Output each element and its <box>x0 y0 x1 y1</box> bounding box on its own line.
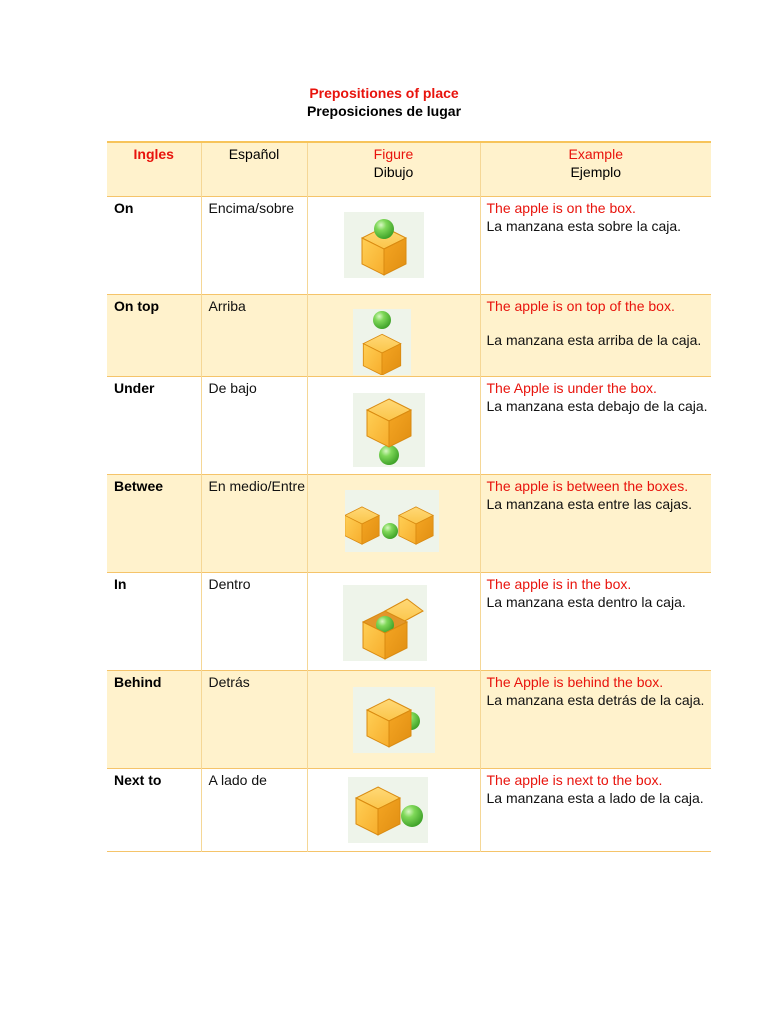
cell-example <box>480 294 711 376</box>
cell-figure <box>307 294 480 376</box>
example-english: The apple is on top of the box. <box>486 297 675 314</box>
example-spanish: La manzana esta sobre la caja. <box>486 217 682 234</box>
table-row <box>107 670 711 768</box>
header-espanol-label: Español <box>228 146 280 162</box>
example-english: The Apple is under the box. <box>486 379 657 396</box>
header-example-en: Example <box>568 146 623 162</box>
header-figure-es: Dibujo <box>373 164 414 180</box>
cell-espanol: Arriba <box>201 294 307 376</box>
table-row <box>107 294 711 376</box>
example-spanish: La manzana esta arriba de la caja. <box>486 331 702 348</box>
cell-example <box>480 768 711 851</box>
header-example-es: Ejemplo <box>570 164 622 180</box>
table-row <box>107 768 711 851</box>
apple-next-to-box-icon <box>348 777 428 843</box>
apple-under-box-icon <box>353 393 425 467</box>
header-ingles <box>107 142 201 196</box>
table-header-row <box>107 142 711 196</box>
example-english: The apple is on the box. <box>486 199 636 216</box>
header-espanol <box>201 142 307 196</box>
cell-ingles: Betwee <box>107 474 201 572</box>
cell-example <box>480 376 711 474</box>
cell-espanol: A lado de <box>201 768 307 851</box>
table-row <box>107 572 711 670</box>
apple-on-box-icon <box>344 212 424 278</box>
example-spanish: La manzana esta a lado de la caja. <box>486 789 704 806</box>
example-english: The apple is in the box. <box>486 575 632 592</box>
prepositions-table <box>107 141 711 852</box>
example-english: The Apple is behind the box. <box>486 673 664 690</box>
example-english: The apple is between the boxes. <box>486 477 689 494</box>
cell-espanol: De bajo <box>201 376 307 474</box>
cell-example <box>480 196 711 294</box>
cell-ingles: Next to <box>107 768 201 851</box>
cell-figure <box>307 670 480 768</box>
cell-espanol: En medio/Entre <box>201 474 307 572</box>
page-title-spanish: Preposiciones de lugar <box>306 103 462 119</box>
cell-ingles: On <box>107 196 201 294</box>
page-title-english: Prepositiones of place <box>309 85 459 101</box>
cell-espanol: Dentro <box>201 572 307 670</box>
header-example <box>480 142 711 196</box>
example-english: The apple is next to the box. <box>486 771 663 788</box>
cell-espanol: Encima/sobre <box>201 196 307 294</box>
cell-figure <box>307 474 480 572</box>
cell-ingles: On top <box>107 294 201 376</box>
example-spanish: La manzana esta debajo de la caja. <box>486 397 708 414</box>
title-block <box>0 84 768 120</box>
cell-figure <box>307 376 480 474</box>
header-figure <box>307 142 480 196</box>
header-figure-en: Figure <box>373 146 414 162</box>
cell-ingles: Under <box>107 376 201 474</box>
apple-between-boxes-icon <box>345 490 439 552</box>
table-row <box>107 474 711 572</box>
cell-figure <box>307 572 480 670</box>
example-spanish: La manzana esta dentro la caja. <box>486 593 686 610</box>
apple-behind-box-icon <box>353 687 435 753</box>
example-spanish: La manzana esta detrás de la caja. <box>486 691 705 708</box>
cell-example <box>480 670 711 768</box>
example-spanish: La manzana esta entre las cajas. <box>486 495 692 512</box>
cell-espanol: Detrás <box>201 670 307 768</box>
cell-ingles: Behind <box>107 670 201 768</box>
cell-figure <box>307 768 480 851</box>
cell-ingles: In <box>107 572 201 670</box>
table-row <box>107 376 711 474</box>
apple-in-box-icon <box>343 585 427 661</box>
cell-figure <box>307 196 480 294</box>
cell-example <box>480 572 711 670</box>
table-row <box>107 196 711 294</box>
apple-on-top-box-icon <box>353 309 411 375</box>
header-ingles-label: Ingles <box>133 146 174 162</box>
cell-example <box>480 474 711 572</box>
